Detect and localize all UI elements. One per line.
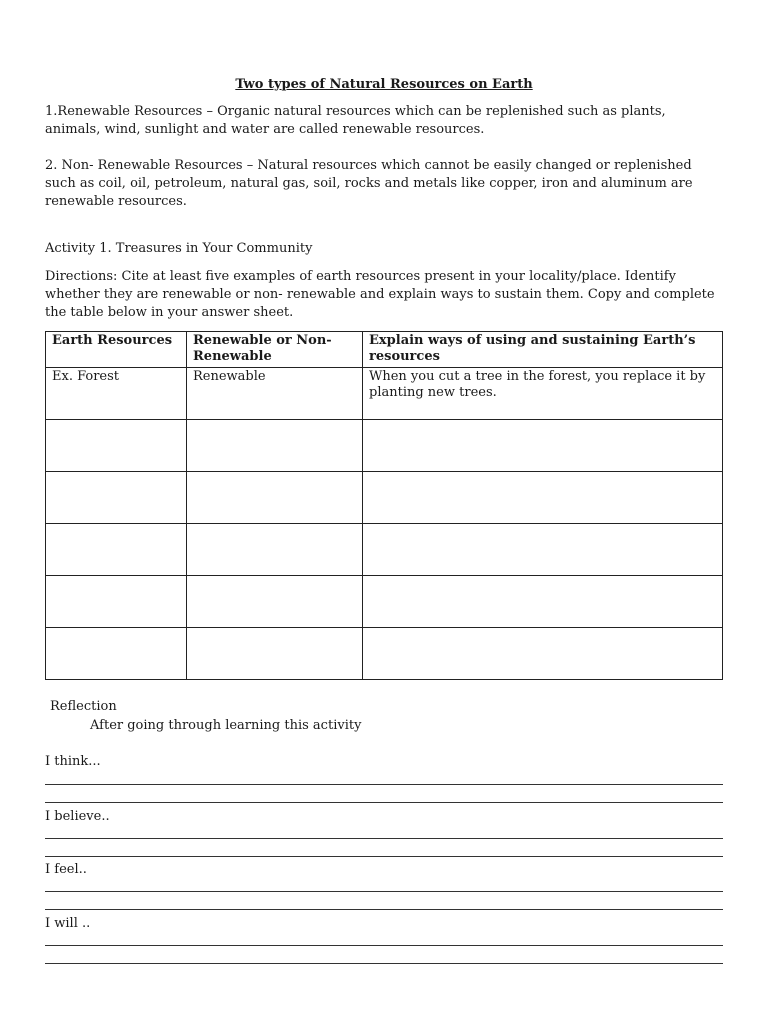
table-cell bbox=[187, 576, 363, 628]
table-header-row bbox=[46, 332, 723, 368]
answer-line bbox=[45, 909, 723, 910]
table-row bbox=[46, 368, 723, 420]
table-row bbox=[46, 576, 723, 628]
reflection-heading: Reflection bbox=[50, 699, 117, 714]
table-cell bbox=[46, 628, 187, 680]
table-cell: When you cut a tree in the forest, you replace it by planting new trees. bbox=[363, 368, 723, 420]
table-row bbox=[46, 472, 723, 524]
table-cell bbox=[46, 576, 187, 628]
table-cell bbox=[363, 576, 723, 628]
table-cell bbox=[46, 524, 187, 576]
prompt-i-believe: I believe.. bbox=[45, 809, 110, 824]
resources-table bbox=[45, 331, 723, 680]
answer-line bbox=[45, 945, 723, 946]
reflection-subheading: After going through learning this activity bbox=[90, 718, 362, 733]
table-cell bbox=[46, 420, 187, 472]
table-cell bbox=[187, 420, 363, 472]
table-cell bbox=[363, 472, 723, 524]
activity-directions: Directions: Cite at least five examples of earth resources present in your locality/place. Identify whether they are renewable or non- renewable and explain ways to sustain them. Copy and complete the table below in your answer sheet. bbox=[45, 269, 715, 320]
table-row bbox=[46, 628, 723, 680]
table-cell: Renewable bbox=[187, 368, 363, 420]
answer-line bbox=[45, 856, 723, 857]
header-renewable-or-non-renewable: Renewable or Non-Renewable bbox=[187, 332, 363, 368]
table-cell bbox=[187, 524, 363, 576]
renewable-definition: 1.Renewable Resources – Organic natural resources which can be replenished such as plants, animals, wind, sunlight and water are called renewable resources. bbox=[45, 104, 666, 137]
prompt-i-feel: I feel.. bbox=[45, 862, 87, 877]
answer-line bbox=[45, 802, 723, 803]
table-cell bbox=[46, 472, 187, 524]
header-explain-ways: Explain ways of using and sustaining Earth’s resources bbox=[363, 332, 723, 368]
header-earth-resources: Earth Resources bbox=[46, 332, 187, 368]
table-cell bbox=[187, 472, 363, 524]
table-row bbox=[46, 524, 723, 576]
activity-heading: Activity 1. Treasures in Your Community bbox=[45, 241, 313, 256]
non-renewable-definition: 2. Non- Renewable Resources – Natural resources which cannot be easily changed or replenished such as coil, oil, petroleum, natural gas, soil, rocks and metals like copper, iron and aluminum are renewable resources. bbox=[45, 158, 693, 209]
prompt-i-think: I think... bbox=[45, 754, 101, 769]
answer-line bbox=[45, 838, 723, 839]
answer-line bbox=[45, 784, 723, 785]
answer-line bbox=[45, 963, 723, 964]
table-cell bbox=[363, 420, 723, 472]
prompt-i-will: I will .. bbox=[45, 916, 91, 931]
table-cell bbox=[363, 628, 723, 680]
page-title: Two types of Natural Resources on Earth bbox=[235, 77, 533, 92]
table-cell bbox=[363, 524, 723, 576]
table-cell bbox=[187, 628, 363, 680]
table-row bbox=[46, 420, 723, 472]
table-cell: Ex. Forest bbox=[46, 368, 187, 420]
answer-line bbox=[45, 891, 723, 892]
